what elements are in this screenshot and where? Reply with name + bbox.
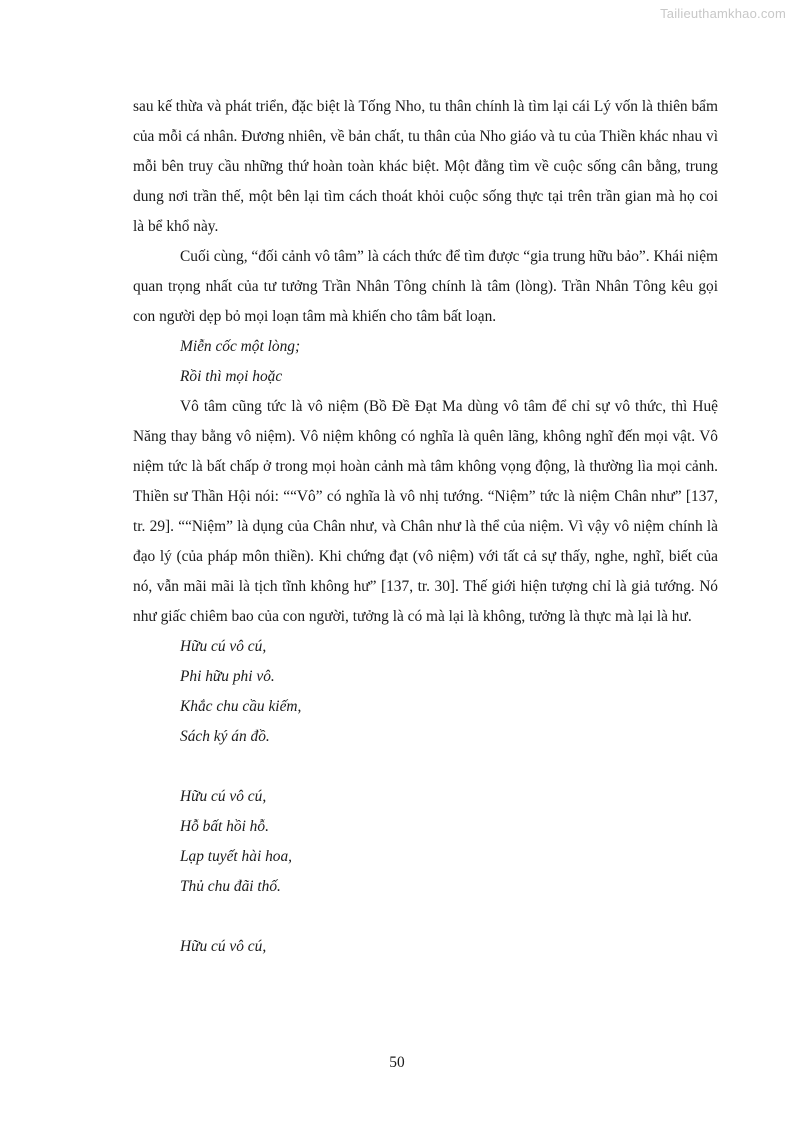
verse-block (133, 782, 718, 902)
stanza-gap (133, 752, 718, 782)
watermark: Tailieuthamkhao.com (660, 6, 786, 21)
verse-line: Sách ký án đồ. (180, 728, 270, 745)
page-number: 50 (389, 1054, 405, 1071)
stanza-gap (133, 902, 718, 932)
verse-line: Lạp tuyết hài hoa, (180, 848, 293, 865)
verse-block (133, 632, 718, 752)
verse-line: Hỗ bất hồi hỗ. (180, 818, 269, 835)
verse-block (133, 932, 718, 962)
verse-line: Hữu cú vô cú, (180, 638, 267, 655)
paragraph: Cuối cùng, “đối cảnh vô tâm” là cách thức để tìm được “gia trung hữu bảo”. Khái niệm quan trọng nhất của tư tưởng Trần Nhân Tông chính là tâm (lòng). Trần Nhân Tông kêu gọi con người dẹp bỏ mọi loạn tâm mà khiến cho tâm bất loạn. (133, 248, 718, 325)
verse-line: Khắc chu cầu kiếm, (180, 698, 302, 715)
body-text (133, 92, 718, 962)
verse-line: Hữu cú vô cú, (180, 938, 267, 955)
paragraph: Vô tâm cũng tức là vô niệm (Bồ Đề Đạt Ma dùng vô tâm để chỉ sự vô thức, thì Huệ Năng thay bằng vô niệm). Vô niệm không có nghĩa là quên lãng, không nghĩ đến mọi vật. Vô niệm tức là bất chấp ở trong mọi hoàn cảnh mà tâm không vọng động, là thường lìa mọi cảnh. Thiền sư Thần Hội nói: ““Vô” có nghĩa là vô nhị tướng. “Niệm” tức là niệm Chân như” [137, tr. 29]. ““Niệm” là dụng của Chân như, và Chân như là thể của niệm. Vì vậy vô niệm chính là đạo lý (của pháp môn thiền). Khi chứng đạt (vô niệm) với tất cả sự thấy, nghe, nghĩ, biết của nó, vẫn mãi mãi là tịch tĩnh không hư” [137, tr. 30]. Thế giới hiện tượng chỉ là giả tướng. Nó như giấc chiêm bao của con người, tưởng là có mà lại là không, tưởng là thực mà lại là hư. (133, 398, 718, 625)
verse-line: Rồi thì mọi hoặc (180, 368, 283, 385)
verse-block (133, 332, 718, 392)
verse-line: Hữu cú vô cú, (180, 788, 267, 805)
verse-line: Phi hữu phi vô. (180, 668, 275, 685)
paragraph: sau kế thừa và phát triển, đặc biệt là Tống Nho, tu thân chính là tìm lại cái Lý vốn là thiên bẩm của mỗi cá nhân. Đương nhiên, về bản chất, tu thân của Nho giáo và tu của Thiền khác nhau vì mỗi bên truy cầu những thứ hoàn toàn khác biệt. Một đằng tìm về cuộc sống cân bằng, trung dung nơi trần thế, một bên lại tìm cách thoát khỏi cuộc sống thực tại trên trần gian mà họ coi là bể khổ này. (133, 98, 718, 235)
verse-line: Thủ chu đãi thố. (180, 878, 281, 895)
verse-line: Miễn cốc một lòng; (180, 338, 301, 355)
